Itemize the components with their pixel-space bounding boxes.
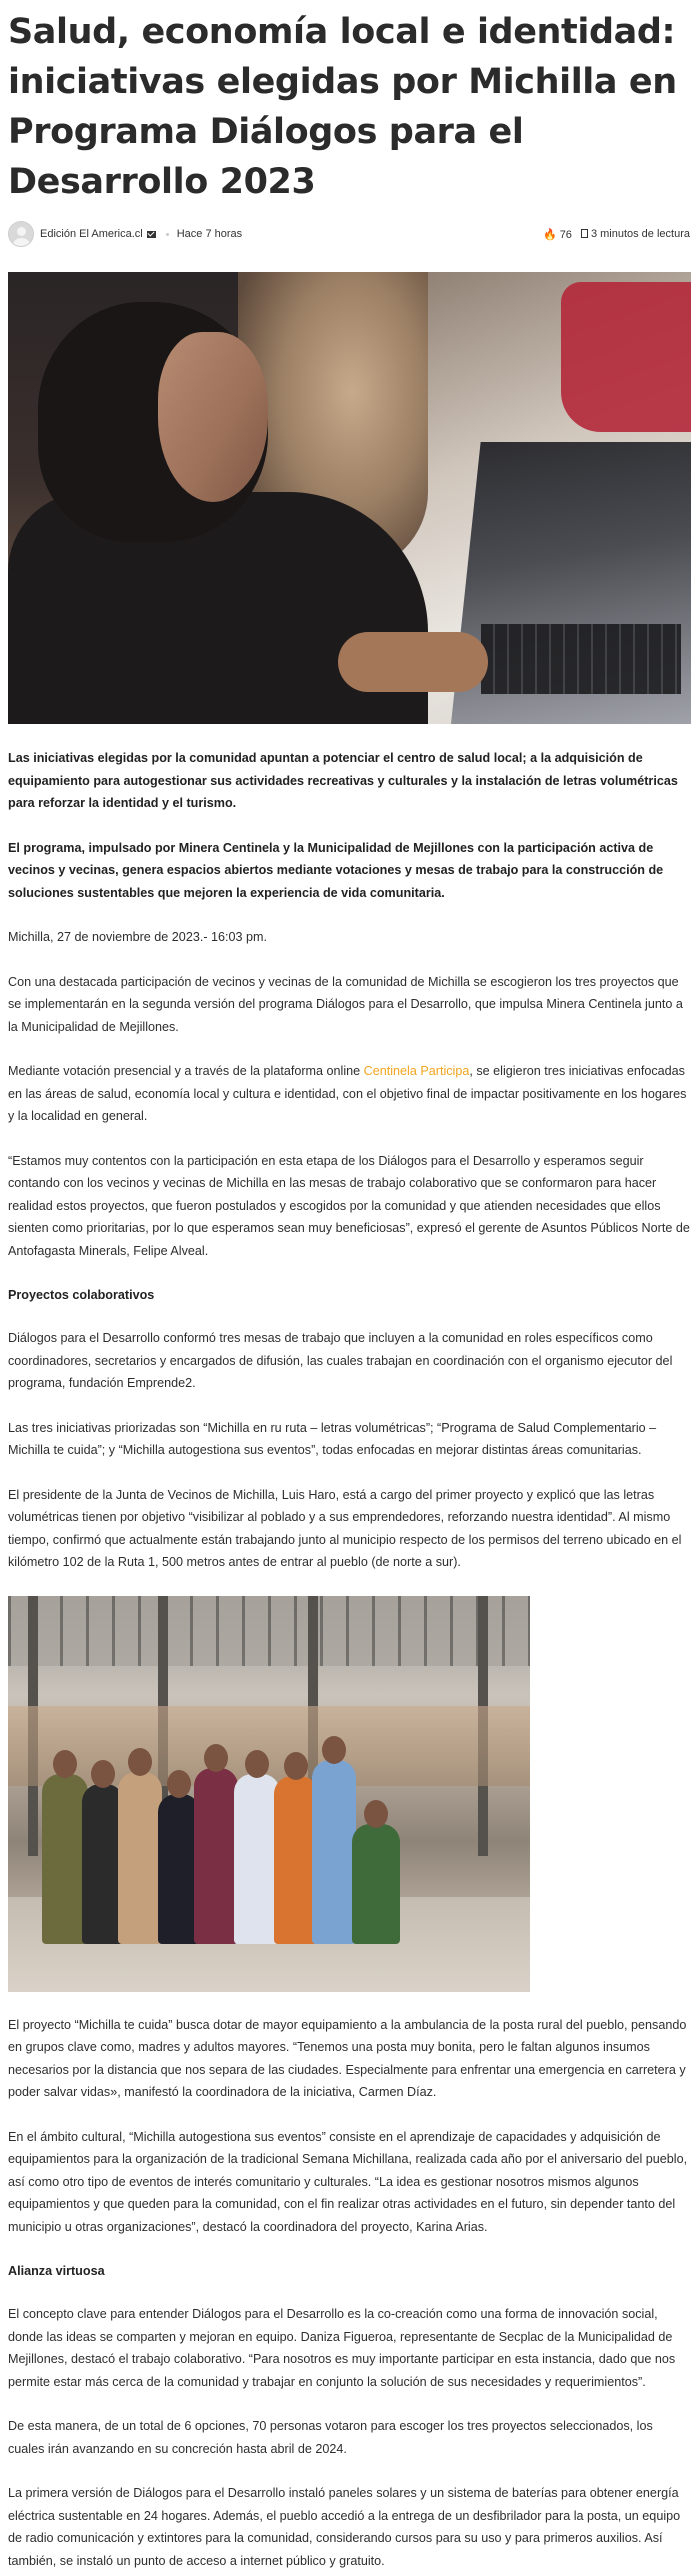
article-body — [8, 747, 690, 2568]
author-name[interactable]: Edición El America.cl — [40, 228, 143, 240]
time-ago: Hace 7 horas — [176, 228, 243, 240]
paragraph: “Estamos muy contentos con la participación en esta etapa de los Diálogos para el Desarrollo y esperamos seguir contando con los vecinos y vecinas de Michilla en las mesas de trabajo colaborativo que se conformaron para hacer realidad estos proyectos, que fueron postulados y escogidos por la comunidad y que atienden necesidades que ellos sienten como prioritarias, por lo que esperamos sean muy beneficiosas”, expresó el gerente de Asuntos Públicos Norte de Antofagasta Minerals, Felipe Alveal. — [8, 1153, 690, 1258]
group-photo — [8, 1596, 530, 1992]
mail-icon[interactable] — [147, 231, 156, 238]
article-stats — [543, 228, 690, 241]
paragraph — [8, 1060, 690, 1128]
section-heading: Alianza virtuosa — [8, 2264, 105, 2278]
article-meta — [8, 219, 690, 249]
paragraph: Con una destacada participación de vecinos y vecinas de la comunidad de Michilla se escogieron los tres proyectos que se implementarán en la segunda versión del programa Diálogos para el Desarrollo, que impulsa Minera Centinela junto a la Municipalidad de Mejillones. — [8, 974, 683, 1034]
paragraph: De esta manera, de un total de 6 opciones, 70 personas votaron para escoger los tres proyectos seleccionados, los cuales irán avanzando en su concreción hasta abril de 2024. — [8, 2419, 653, 2456]
dateline: Michilla, 27 de noviembre de 2023.- 16:03 pm. — [8, 930, 268, 944]
read-time: 3 minutos de lectura — [590, 228, 690, 240]
article-title: Salud, economía local e identidad: iniciativas elegidas por Michilla en Programa Diálogos para el Desarrollo 2023 — [8, 12, 677, 202]
paragraph: La primera versión de Diálogos para el Desarrollo instaló paneles solares y un sistema de baterías para obtener energía eléctrica sustentable en 24 hogares. Además, el pueblo accedió a la entrega de un desfibrilador para la posta, un equipo de radio comunicación y extintores para la comunidad, considerando cursos para su uso y para primeros auxilios. Así también, se instaló un punto de acceso a internet público y gratuito. — [8, 2486, 681, 2568]
paragraph: El presidente de la Junta de Vecinos de Michilla, Luis Haro, está a cargo del primer proyecto y explicó que las letras volumétricas tienen por objetivo “visibilizar al poblado y a sus emprendedores, reforzando nuestra identidad”. Al mismo tiempo, confirmó que actualmente están trabajando junto al municipio respecto de los permisos del terreno ubicado en el kilómetro 102 de la Ruta 1, 500 metros antes de entrar al pueblo (de norte a sur). — [8, 1487, 682, 1569]
paragraph: El proyecto “Michilla te cuida” busca dotar de mayor equipamiento a la ambulancia de la posta rural del pueblo, pensando en grupos clave como, madres y adultos mayores. “Tenemos una posta muy bonita, pero le faltan algunos insumos necesarios por la distancia que nos separa de las ciudades. Especialmente para enfrentar una emergencia en carretera y poder salvar vidas», manifestó la coordinadora de la iniciativa, Carmen Díaz. — [8, 2017, 687, 2099]
views-count: 76 — [559, 228, 572, 241]
document-icon — [581, 229, 588, 238]
views-stat — [543, 228, 572, 241]
paragraph: Las tres iniciativas priorizadas son “Michilla en ru ruta – letras volumétricas”; “Programa de Salud Complementario – Michilla te cuida”; y “Michilla autogestiona sus eventos”, todas enfocadas en mejorar distintas áreas comunitarias. — [8, 1420, 657, 1457]
paragraph-text: Mediante votación presencial y a través de la plataforma online — [8, 1064, 364, 1078]
author-avatar[interactable] — [8, 221, 34, 247]
paragraph: Diálogos para el Desarrollo conformó tres mesas de trabajo que incluyen a la comunidad en roles específicos como coordinadores, secretarios y encargados de difusión, las cuales trabajan en coordinación con el organismo ejecutor del programa, fundación Emprende2. — [8, 1331, 673, 1390]
paragraph: El concepto clave para entender Diálogos para el Desarrollo es la co-creación como una forma de innovación social, donde las ideas se comparten y mejoran en equipo. Daniza Figueroa, representante de Secplac de la Municipalidad de Mejillones, destacó el trabajo colaborativo. “Para nosotros es muy importante participar en esta instancia, dado que nos permite estar más cerca de la comunidad y trabajar en conjunto la solución de sus necesidades y requerimientos”. — [8, 2307, 676, 2389]
read-time-stat — [581, 228, 690, 240]
flame-icon: 🔥 — [542, 228, 557, 241]
paragraph: En el ámbito cultural, “Michilla autogestiona sus eventos” consiste en el aprendizaje de capacidades y adquisición de equipamientos para la organización de la tradicional Semana Michillana, realizada cada año por el aniversario del pueblo, así como otro tipo de eventos de interés comunitario y culturales. “La idea es gestionar nosotros mismos algunos equipamientos y que queden para la comunidad, con el fin realizar otras actividades en el futuro, sin depender tanto del municipio u otras organizaciones”, destacó la coordinadora del proyecto, Karina Arias. — [8, 2129, 688, 2234]
section-heading: Proyectos colaborativos — [8, 1288, 155, 1302]
lead-paragraph: Las iniciativas elegidas por la comunidad apuntan a potenciar el centro de salud local; a la adquisición de equipamiento para autogestionar sus actividades recreativas y culturales y la instalación de letras volumétricas para reforzar la identidad y el turismo. — [8, 751, 678, 810]
hero-image — [8, 272, 691, 724]
lead-paragraph: El programa, impulsado por Minera Centinela y la Municipalidad de Mejillones con la participación activa de vecinos y vecinas, genera espacios abiertos mediante votaciones y mesas de trabajo para la construcción de soluciones sustentables que mejoren la experiencia de vida comunitaria. — [8, 840, 664, 900]
separator-dot — [166, 233, 169, 236]
centinela-participa-link[interactable]: Centinela Participa — [363, 1064, 470, 1078]
paragraph-text: , se eligieron tres iniciativas enfocadas en las áreas de salud, economía local y cultura e identidad, con el objetivo final de impactar positivamente en los hogares y la localidad en general. — [8, 1064, 687, 1123]
